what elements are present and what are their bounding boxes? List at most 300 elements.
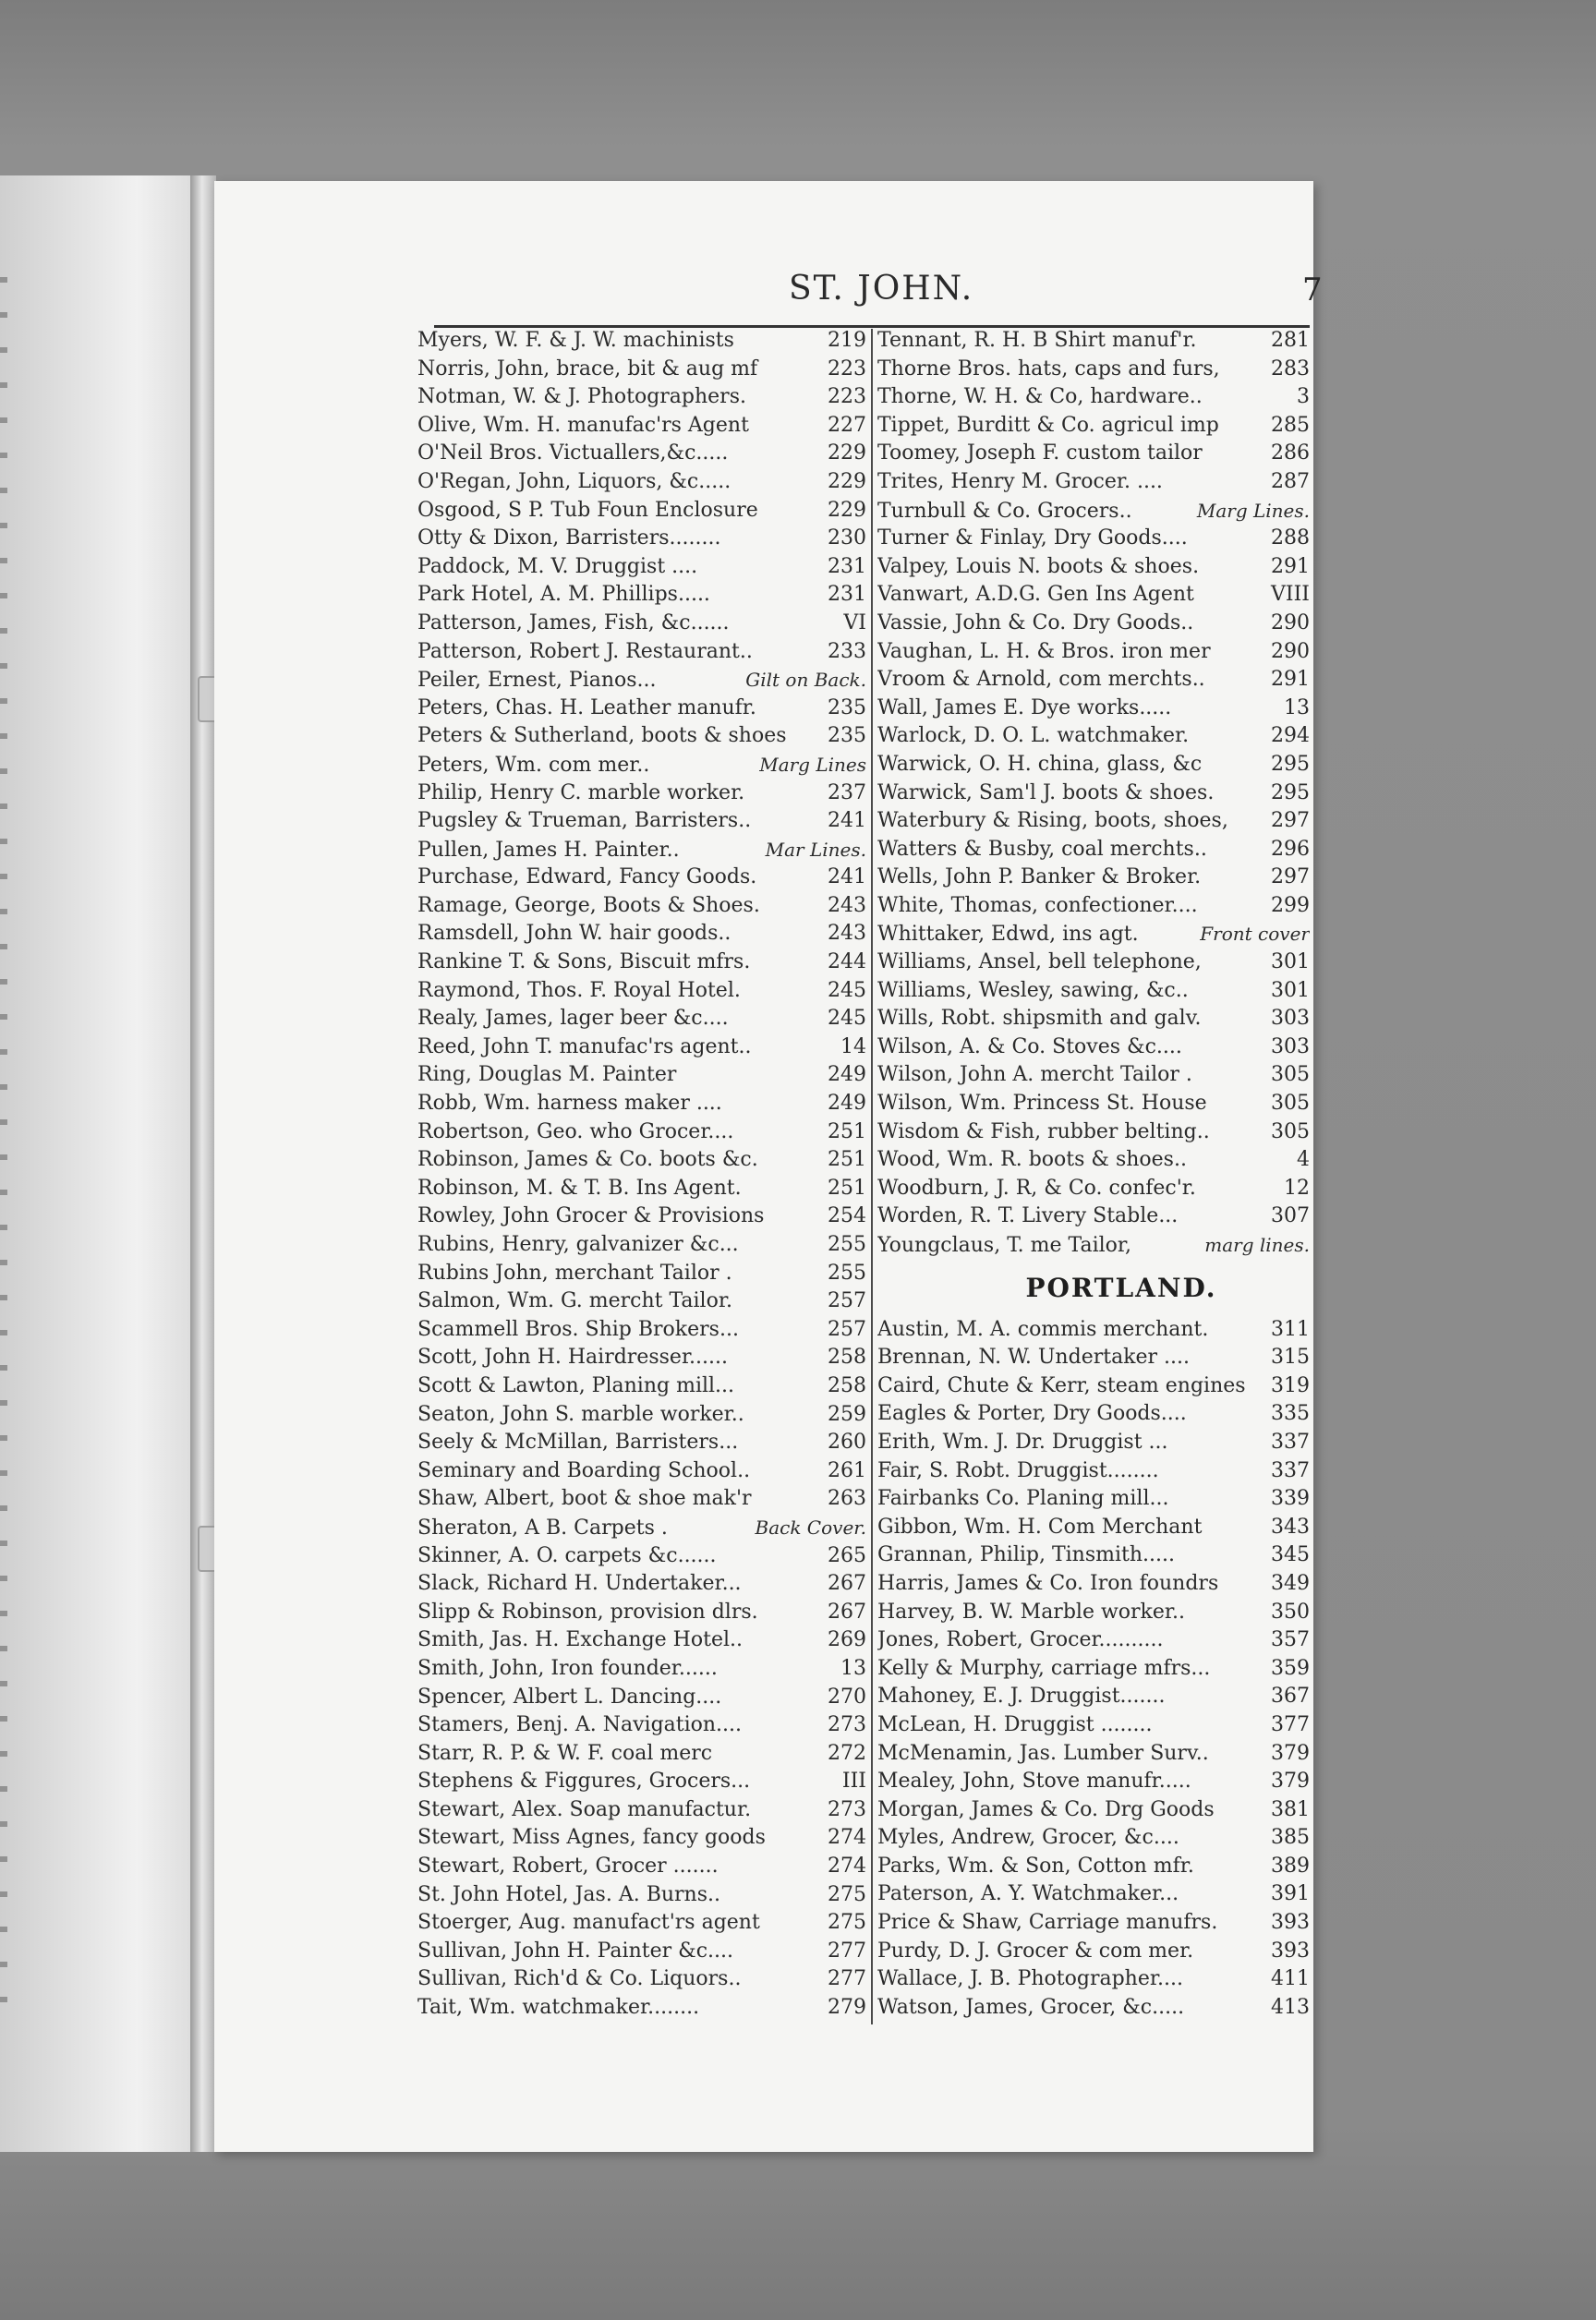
entry-page-ref: 277 (828, 1967, 866, 1991)
entry-page-ref: 305 (1271, 1063, 1310, 1087)
entry-name: Robertson, Geo. who Grocer.... (417, 1119, 734, 1143)
entry-name: Wallace, J. B. Photographer.... (877, 1967, 1183, 1991)
section-heading-portland: PORTLAND. (1025, 1272, 1217, 1303)
directory-entry (877, 1231, 1310, 1260)
entry-page-ref: 267 (828, 1600, 866, 1624)
directory-entry (877, 525, 1310, 553)
entry-page-ref: 377 (1271, 1712, 1310, 1736)
directory-entry (417, 920, 866, 949)
directory-entry (417, 1118, 866, 1147)
directory-entry (417, 1684, 866, 1712)
entry-page-ref: 257 (828, 1289, 866, 1313)
entry-page-ref: 286 (1271, 441, 1310, 465)
page-number: 7 (1302, 272, 1323, 308)
entry-page-ref: 385 (1271, 1826, 1310, 1850)
directory-entry (877, 1541, 1310, 1570)
entry-name: Seaton, John S. marble worker.. (417, 1402, 744, 1426)
entry-page-ref: 379 (1271, 1741, 1310, 1765)
entry-page-ref: 337 (1271, 1430, 1310, 1454)
entry-name: Osgood, S P. Tub Foun Enclosure (417, 498, 758, 522)
entry-page-ref: 245 (828, 1007, 866, 1031)
directory-entry (417, 1202, 866, 1231)
directory-entry (877, 1005, 1310, 1033)
directory-entry (877, 695, 1310, 723)
entry-name: Stewart, Alex. Soap manufactur. (417, 1797, 752, 1821)
entry-name: Seely & McMillan, Barristers... (417, 1431, 739, 1455)
directory-entry (877, 1853, 1310, 1881)
directory-entry (417, 1287, 866, 1316)
entry-name: Wilson, John A. mercht Tailor . (877, 1063, 1192, 1087)
directory-entry (877, 1626, 1310, 1655)
entry-name: Philip, Henry C. marble worker. (417, 780, 745, 804)
entry-page-ref: 393 (1271, 1939, 1310, 1963)
entry-page-ref: 273 (828, 1797, 866, 1821)
entry-name: Sheraton, A B. Carpets . (417, 1516, 668, 1540)
entry-page-ref: 301 (1271, 978, 1310, 1002)
directory-entry (877, 836, 1310, 864)
directory-entry (417, 440, 866, 468)
entry-page-ref: 389 (1271, 1854, 1310, 1878)
entry-name: Raymond, Thos. F. Royal Hotel. (417, 978, 741, 1002)
entry-name: Skinner, A. O. carpets &c...... (417, 1543, 717, 1567)
entry-page-ref: 229 (828, 441, 866, 465)
entry-page-ref: 290 (1271, 610, 1310, 634)
directory-entry (877, 1711, 1310, 1740)
entry-page-ref: 303 (1271, 1007, 1310, 1031)
directory-entry (417, 1599, 866, 1627)
entry-page-ref: 258 (828, 1346, 866, 1370)
entry-name: Eagles & Porter, Dry Goods.... (877, 1402, 1187, 1426)
directory-entry (417, 1260, 866, 1288)
entry-page-ref: 301 (1271, 950, 1310, 974)
directory-entry (417, 638, 866, 667)
entry-page-ref: 381 (1271, 1797, 1310, 1821)
directory-entry (877, 1372, 1310, 1401)
directory-entry (417, 1344, 866, 1372)
entry-page-ref: 251 (828, 1119, 866, 1143)
entry-name: Warlock, D. O. L. watchmaker. (877, 724, 1190, 748)
directory-entry (417, 1231, 866, 1260)
directory-entry (877, 1202, 1310, 1231)
entry-name: Patterson, James, Fish, &c...... (417, 610, 730, 634)
directory-entry (417, 864, 866, 892)
directory-entry (877, 638, 1310, 667)
entry-name: Sullivan, Rich'd & Co. Liquors.. (417, 1967, 742, 1991)
directory-entry (877, 1740, 1310, 1769)
directory-entry (877, 327, 1310, 356)
entry-page-ref: 303 (1271, 1034, 1310, 1058)
entry-page-ref: 269 (828, 1628, 866, 1652)
entry-name: Scammell Bros. Ship Brokers... (417, 1317, 739, 1341)
directory-entry (877, 892, 1310, 921)
entry-page-ref: 261 (828, 1458, 866, 1482)
directory-entry (417, 1485, 866, 1514)
entry-name: Parks, Wm. & Son, Cotton mfr. (877, 1854, 1194, 1878)
entry-page-ref: 279 (828, 1996, 866, 2020)
directory-entry (417, 892, 866, 921)
directory-entry (877, 553, 1310, 582)
entry-page-ref: 223 (828, 385, 866, 409)
directory-entry (417, 949, 866, 977)
entry-name: Robinson, M. & T. B. Ins Agent. (417, 1176, 742, 1200)
entry-name: Tippet, Burditt & Co. agricul imp (877, 413, 1219, 437)
entry-name: Jones, Robert, Grocer.......... (877, 1628, 1164, 1652)
entry-name: Waterbury & Rising, boots, shoes, (877, 809, 1228, 833)
left-column (417, 327, 866, 2023)
directory-entry (877, 1824, 1310, 1853)
entry-page-ref: 229 (828, 469, 866, 493)
entry-name: Smith, Jas. H. Exchange Hotel.. (417, 1628, 743, 1652)
entry-page-ref: 295 (1271, 752, 1310, 776)
entry-name: Mahoney, E. J. Druggist....... (877, 1685, 1166, 1709)
entry-name: Otty & Dixon, Barristers........ (417, 526, 721, 550)
entry-name: Wilson, A. & Co. Stoves &c.... (877, 1034, 1182, 1058)
entry-page-ref: 337 (1271, 1458, 1310, 1482)
directory-entry (877, 779, 1310, 808)
entry-page-ref: 273 (828, 1713, 866, 1737)
entry-name: Seminary and Boarding School.. (417, 1458, 751, 1482)
entry-name: Pugsley & Trueman, Barristers.. (417, 809, 752, 833)
entry-page-ref: 393 (1271, 1911, 1310, 1935)
entry-page-ref: 245 (828, 978, 866, 1002)
directory-entry (417, 1146, 866, 1175)
entry-page-ref: VIII (1271, 583, 1310, 607)
entry-page-ref: 357 (1271, 1628, 1310, 1652)
entry-page-ref: 235 (828, 724, 866, 748)
entry-name: Myles, Andrew, Grocer, &c.... (877, 1826, 1179, 1850)
directory-entry (877, 1344, 1310, 1372)
entry-name: Vroom & Arnold, com merchts.. (877, 668, 1205, 692)
directory-entry (417, 1542, 866, 1571)
entry-page-ref: Back Cover. (755, 1516, 866, 1539)
entry-name: Thorne Bros. hats, caps and furs, (877, 356, 1220, 381)
entry-name: Caird, Chute & Kerr, steam engines (877, 1373, 1246, 1397)
entry-page-ref: 311 (1271, 1317, 1310, 1341)
directory-entry (877, 1909, 1310, 1938)
st-john-entries (877, 327, 1310, 1260)
facing-page (0, 175, 196, 2152)
entry-name: Stephens & Figgures, Grocers... (417, 1770, 751, 1794)
directory-entry (417, 1175, 866, 1203)
directory-entry (877, 1655, 1310, 1684)
entry-name: Fair, S. Robt. Druggist........ (877, 1458, 1159, 1482)
directory-entry (877, 1316, 1310, 1345)
directory-entry (877, 1033, 1310, 1062)
entry-name: Morgan, James & Co. Drg Goods (877, 1797, 1215, 1821)
entry-page-ref: 297 (1271, 865, 1310, 889)
entry-page-ref: 249 (828, 1063, 866, 1087)
entry-page-ref: 244 (828, 950, 866, 974)
entry-name: Kelly & Murphy, carriage mfrs... (877, 1656, 1211, 1680)
entry-name: Erith, Wm. J. Dr. Druggist ... (877, 1430, 1168, 1454)
entry-name: Toomey, Joseph F. custom tailor (877, 441, 1203, 465)
entry-page-ref: 265 (828, 1543, 866, 1567)
entry-name: Gibbon, Wm. H. Com Merchant (877, 1515, 1203, 1539)
entry-page-ref: marg lines. (1204, 1234, 1310, 1256)
entry-page-ref: 411 (1271, 1967, 1310, 1991)
directory-entry (877, 440, 1310, 468)
directory-entry (417, 1372, 866, 1401)
directory-entry (417, 581, 866, 610)
entry-page-ref: 297 (1271, 809, 1310, 833)
entry-name: Youngclaus, T. me Tailor, (877, 1234, 1131, 1257)
entry-name: Ramsdell, John W. hair goods.. (417, 922, 732, 946)
directory-entry (877, 610, 1310, 638)
directory-entry (877, 1061, 1310, 1090)
directory-entry (877, 1599, 1310, 1627)
directory-entry (877, 1796, 1310, 1825)
entry-page-ref: 231 (828, 554, 866, 578)
directory-entry (877, 949, 1310, 977)
entry-page-ref: 270 (828, 1685, 866, 1709)
directory-entry (417, 722, 866, 751)
entry-name: Shaw, Albert, boot & shoe mak'r (417, 1487, 752, 1511)
binding-spine (190, 175, 216, 2152)
entry-name: Slack, Richard H. Undertaker... (417, 1572, 742, 1596)
entry-name: Woodburn, J. R, & Co. confec'r. (877, 1176, 1196, 1200)
entry-page-ref: 243 (828, 922, 866, 946)
entry-name: Watson, James, Grocer, &c..... (877, 1995, 1185, 2019)
entry-name: Wood, Wm. R. boots & shoes.. (877, 1148, 1187, 1172)
portland-entries (877, 1316, 1310, 2023)
directory-entry (877, 1175, 1310, 1203)
entry-page-ref: 13 (840, 1656, 866, 1680)
directory-entry (877, 864, 1310, 892)
entry-page-ref: 315 (1271, 1346, 1310, 1370)
entry-page-ref: 254 (828, 1204, 866, 1228)
entry-name: Mealey, John, Stove manufr..... (877, 1770, 1191, 1794)
entry-name: Paterson, A. Y. Watchmaker... (877, 1882, 1179, 1906)
entry-name: Realy, James, lager beer &c.... (417, 1007, 729, 1031)
entry-page-ref: 4 (1297, 1148, 1310, 1172)
entry-name: Ramage, George, Boots & Shoes. (417, 893, 760, 917)
entry-page-ref: 291 (1271, 554, 1310, 578)
entry-name: Vaughan, L. H. & Bros. iron mer (877, 639, 1211, 663)
right-column (877, 327, 1310, 2022)
entry-page-ref: VI (843, 610, 866, 634)
entry-name: Patterson, Robert J. Restaurant.. (417, 639, 753, 663)
entry-page-ref: 294 (1271, 724, 1310, 748)
directory-entry (417, 1061, 866, 1090)
entry-name: Tait, Wm. watchmaker........ (417, 1996, 700, 2020)
entry-page-ref: 227 (828, 413, 866, 437)
directory-entry (417, 1005, 866, 1033)
directory-entry (877, 1429, 1310, 1457)
directory-entry (417, 779, 866, 808)
entry-page-ref: 13 (1284, 695, 1310, 719)
directory-entry (417, 1965, 866, 1994)
entry-name: Valpey, Louis N. boots & shoes. (877, 554, 1200, 578)
entry-name: Turner & Finlay, Dry Goods.... (877, 526, 1188, 550)
directory-entry (417, 1090, 866, 1118)
entry-name: McMenamin, Jas. Lumber Surv.. (877, 1741, 1209, 1765)
directory-entry (877, 1880, 1310, 1909)
directory-entry (417, 1429, 866, 1457)
entry-page-ref: 379 (1271, 1770, 1310, 1794)
directory-entry (417, 1909, 866, 1938)
entry-name: O'Regan, John, Liquors, &c..... (417, 469, 732, 493)
entry-name: Whittaker, Edwd, ins agt. (877, 923, 1139, 947)
entry-name: Tennant, R. H. B Shirt manuf'r. (877, 329, 1197, 352)
directory-entry (417, 1711, 866, 1740)
directory-entry (877, 1514, 1310, 1542)
entry-page-ref: 255 (828, 1261, 866, 1285)
directory-entry (417, 356, 866, 384)
entry-name: Rankine T. & Sons, Biscuit mfrs. (417, 950, 751, 974)
directory-entry (417, 1570, 866, 1599)
entry-name: Robinson, James & Co. boots &c. (417, 1148, 758, 1172)
entry-name: Peters & Sutherland, boots & shoes (417, 724, 787, 748)
directory-entry (877, 412, 1310, 441)
entry-page-ref: 251 (828, 1148, 866, 1172)
directory-entry (417, 751, 866, 779)
entry-name: Purdy, D. J. Grocer & com mer. (877, 1939, 1194, 1963)
entry-page-ref: 283 (1271, 356, 1310, 381)
entry-page-ref: 287 (1271, 469, 1310, 493)
entry-name: Stewart, Robert, Grocer ....... (417, 1855, 719, 1879)
entry-name: Olive, Wm. H. manufac'rs Agent (417, 413, 749, 437)
directory-entry (877, 497, 1310, 526)
directory-entry (417, 807, 866, 836)
directory-entry (877, 1768, 1310, 1796)
entry-name: Notman, W. & J. Photographers. (417, 385, 746, 409)
entry-name: Peiler, Ernest, Pianos... (417, 669, 657, 693)
entry-page-ref: 233 (828, 639, 866, 663)
entry-page-ref: 231 (828, 583, 866, 607)
entry-name: Rubins, Henry, galvanizer &c... (417, 1233, 739, 1256)
directory-entry (877, 383, 1310, 412)
entry-page-ref: 274 (828, 1855, 866, 1879)
entry-page-ref: Mar Lines. (765, 838, 866, 861)
entry-page-ref: 3 (1297, 385, 1310, 409)
entry-page-ref: 413 (1271, 1995, 1310, 2019)
entry-page-ref: 241 (828, 865, 866, 889)
directory-entry (417, 468, 866, 497)
entry-name: Harvey, B. W. Marble worker.. (877, 1600, 1185, 1624)
entry-name: Vassie, John & Co. Dry Goods.. (877, 610, 1194, 634)
entry-name: Scott, John H. Hairdresser...... (417, 1346, 729, 1370)
entry-name: Peters, Wm. com mer.. (417, 753, 650, 777)
entry-name: Turnbull & Co. Grocers.. (877, 499, 1132, 523)
directory-entry (877, 1570, 1310, 1599)
entry-page-ref: 295 (1271, 780, 1310, 804)
directory-entry (877, 356, 1310, 384)
directory-entry (417, 1853, 866, 1881)
directory-entry (417, 497, 866, 526)
running-head (214, 270, 1323, 316)
entry-name: Wells, John P. Banker & Broker. (877, 865, 1202, 889)
entry-name: Stewart, Miss Agnes, fancy goods (417, 1826, 766, 1850)
entry-page-ref: 339 (1271, 1487, 1310, 1511)
directory-entry (417, 553, 866, 582)
directory-entry (417, 1316, 866, 1345)
entry-page-ref: 305 (1271, 1092, 1310, 1116)
entry-page-ref: 299 (1271, 893, 1310, 917)
entry-name: Purchase, Edward, Fancy Goods. (417, 865, 757, 889)
entry-name: Worden, R. T. Livery Stable... (877, 1204, 1179, 1228)
entry-page-ref: 345 (1271, 1543, 1310, 1567)
entry-name: Williams, Ansel, bell telephone, (877, 950, 1202, 974)
entry-page-ref: 235 (828, 695, 866, 719)
entry-name: Spencer, Albert L. Dancing.... (417, 1685, 722, 1709)
entry-name: Watters & Busby, coal merchts.. (877, 837, 1207, 861)
directory-entry (877, 1146, 1310, 1175)
page-title: ST. JOHN. (789, 270, 974, 308)
entry-name: Norris, John, brace, bit & aug mf (417, 356, 758, 381)
entry-page-ref: 258 (828, 1373, 866, 1397)
entry-name: Myers, W. F. & J. W. machinists (417, 329, 734, 352)
directory-entry (417, 327, 866, 356)
entry-name: Wall, James E. Dye works..... (877, 695, 1172, 719)
entry-page-ref: 267 (828, 1572, 866, 1596)
directory-entry (417, 1740, 866, 1769)
entry-name: Peters, Chas. H. Leather manufr. (417, 695, 756, 719)
entry-name: Stoerger, Aug. manufact'rs agent (417, 1911, 760, 1935)
column-divider (871, 329, 873, 2024)
directory-entry (417, 383, 866, 412)
entry-name: Thorne, W. H. & Co, hardware.. (877, 385, 1203, 409)
entry-name: White, Thomas, confectioner.... (877, 893, 1198, 917)
entry-name: Grannan, Philip, Tinsmith..... (877, 1543, 1176, 1567)
directory-entry (417, 1626, 866, 1655)
directory-entry (417, 1401, 866, 1430)
directory-entry (417, 836, 866, 864)
entry-page-ref: 335 (1271, 1402, 1310, 1426)
directory-entry (417, 1768, 866, 1796)
entry-name: Austin, M. A. commis merchant. (877, 1317, 1209, 1341)
entry-name: Warwick, O. H. china, glass, &c (877, 752, 1203, 776)
entry-page-ref: 281 (1271, 329, 1310, 352)
directory-entry (417, 525, 866, 553)
entry-name: St. John Hotel, Jas. A. Burns.. (417, 1882, 720, 1906)
directory-entry (877, 751, 1310, 779)
entry-name: McLean, H. Druggist ........ (877, 1712, 1153, 1736)
entry-name: Salmon, Wm. G. mercht Tailor. (417, 1289, 732, 1313)
entry-page-ref: 241 (828, 809, 866, 833)
entry-page-ref: 343 (1271, 1515, 1310, 1539)
entry-page-ref: 319 (1271, 1373, 1310, 1397)
entry-name: Sullivan, John H. Painter &c.... (417, 1939, 733, 1963)
directory-entry (877, 1090, 1310, 1118)
entry-name: Slipp & Robinson, provision dlrs. (417, 1600, 758, 1624)
entry-page-ref: 229 (828, 498, 866, 522)
entry-page-ref: 259 (828, 1402, 866, 1426)
entry-page-ref: 391 (1271, 1882, 1310, 1906)
entry-page-ref: Marg Lines. (1196, 499, 1310, 522)
entry-page-ref: 288 (1271, 526, 1310, 550)
entry-page-ref: 255 (828, 1233, 866, 1256)
entry-name: Trites, Henry M. Grocer. .... (877, 469, 1163, 493)
directory-entry (877, 1118, 1310, 1147)
entry-page-ref: 285 (1271, 413, 1310, 437)
directory-entry (417, 666, 866, 695)
entry-name: Ring, Douglas M. Painter (417, 1063, 677, 1087)
entry-page-ref: 275 (828, 1882, 866, 1906)
entry-name: Scott & Lawton, Planing mill... (417, 1373, 735, 1397)
entry-page-ref: 237 (828, 780, 866, 804)
entry-name: O'Neil Bros. Victuallers,&c..... (417, 441, 729, 465)
entry-page-ref: Front cover (1200, 923, 1310, 946)
directory-entry (877, 722, 1310, 751)
entry-page-ref: 290 (1271, 639, 1310, 663)
entry-page-ref: Gilt on Back. (745, 669, 866, 692)
directory-entry (877, 1938, 1310, 1966)
directory-entry (417, 610, 866, 638)
entry-page-ref: 243 (828, 893, 866, 917)
entry-page-ref: 307 (1271, 1204, 1310, 1228)
entry-name: Robb, Wm. harness maker .... (417, 1092, 722, 1116)
entry-page-ref: 350 (1271, 1600, 1310, 1624)
